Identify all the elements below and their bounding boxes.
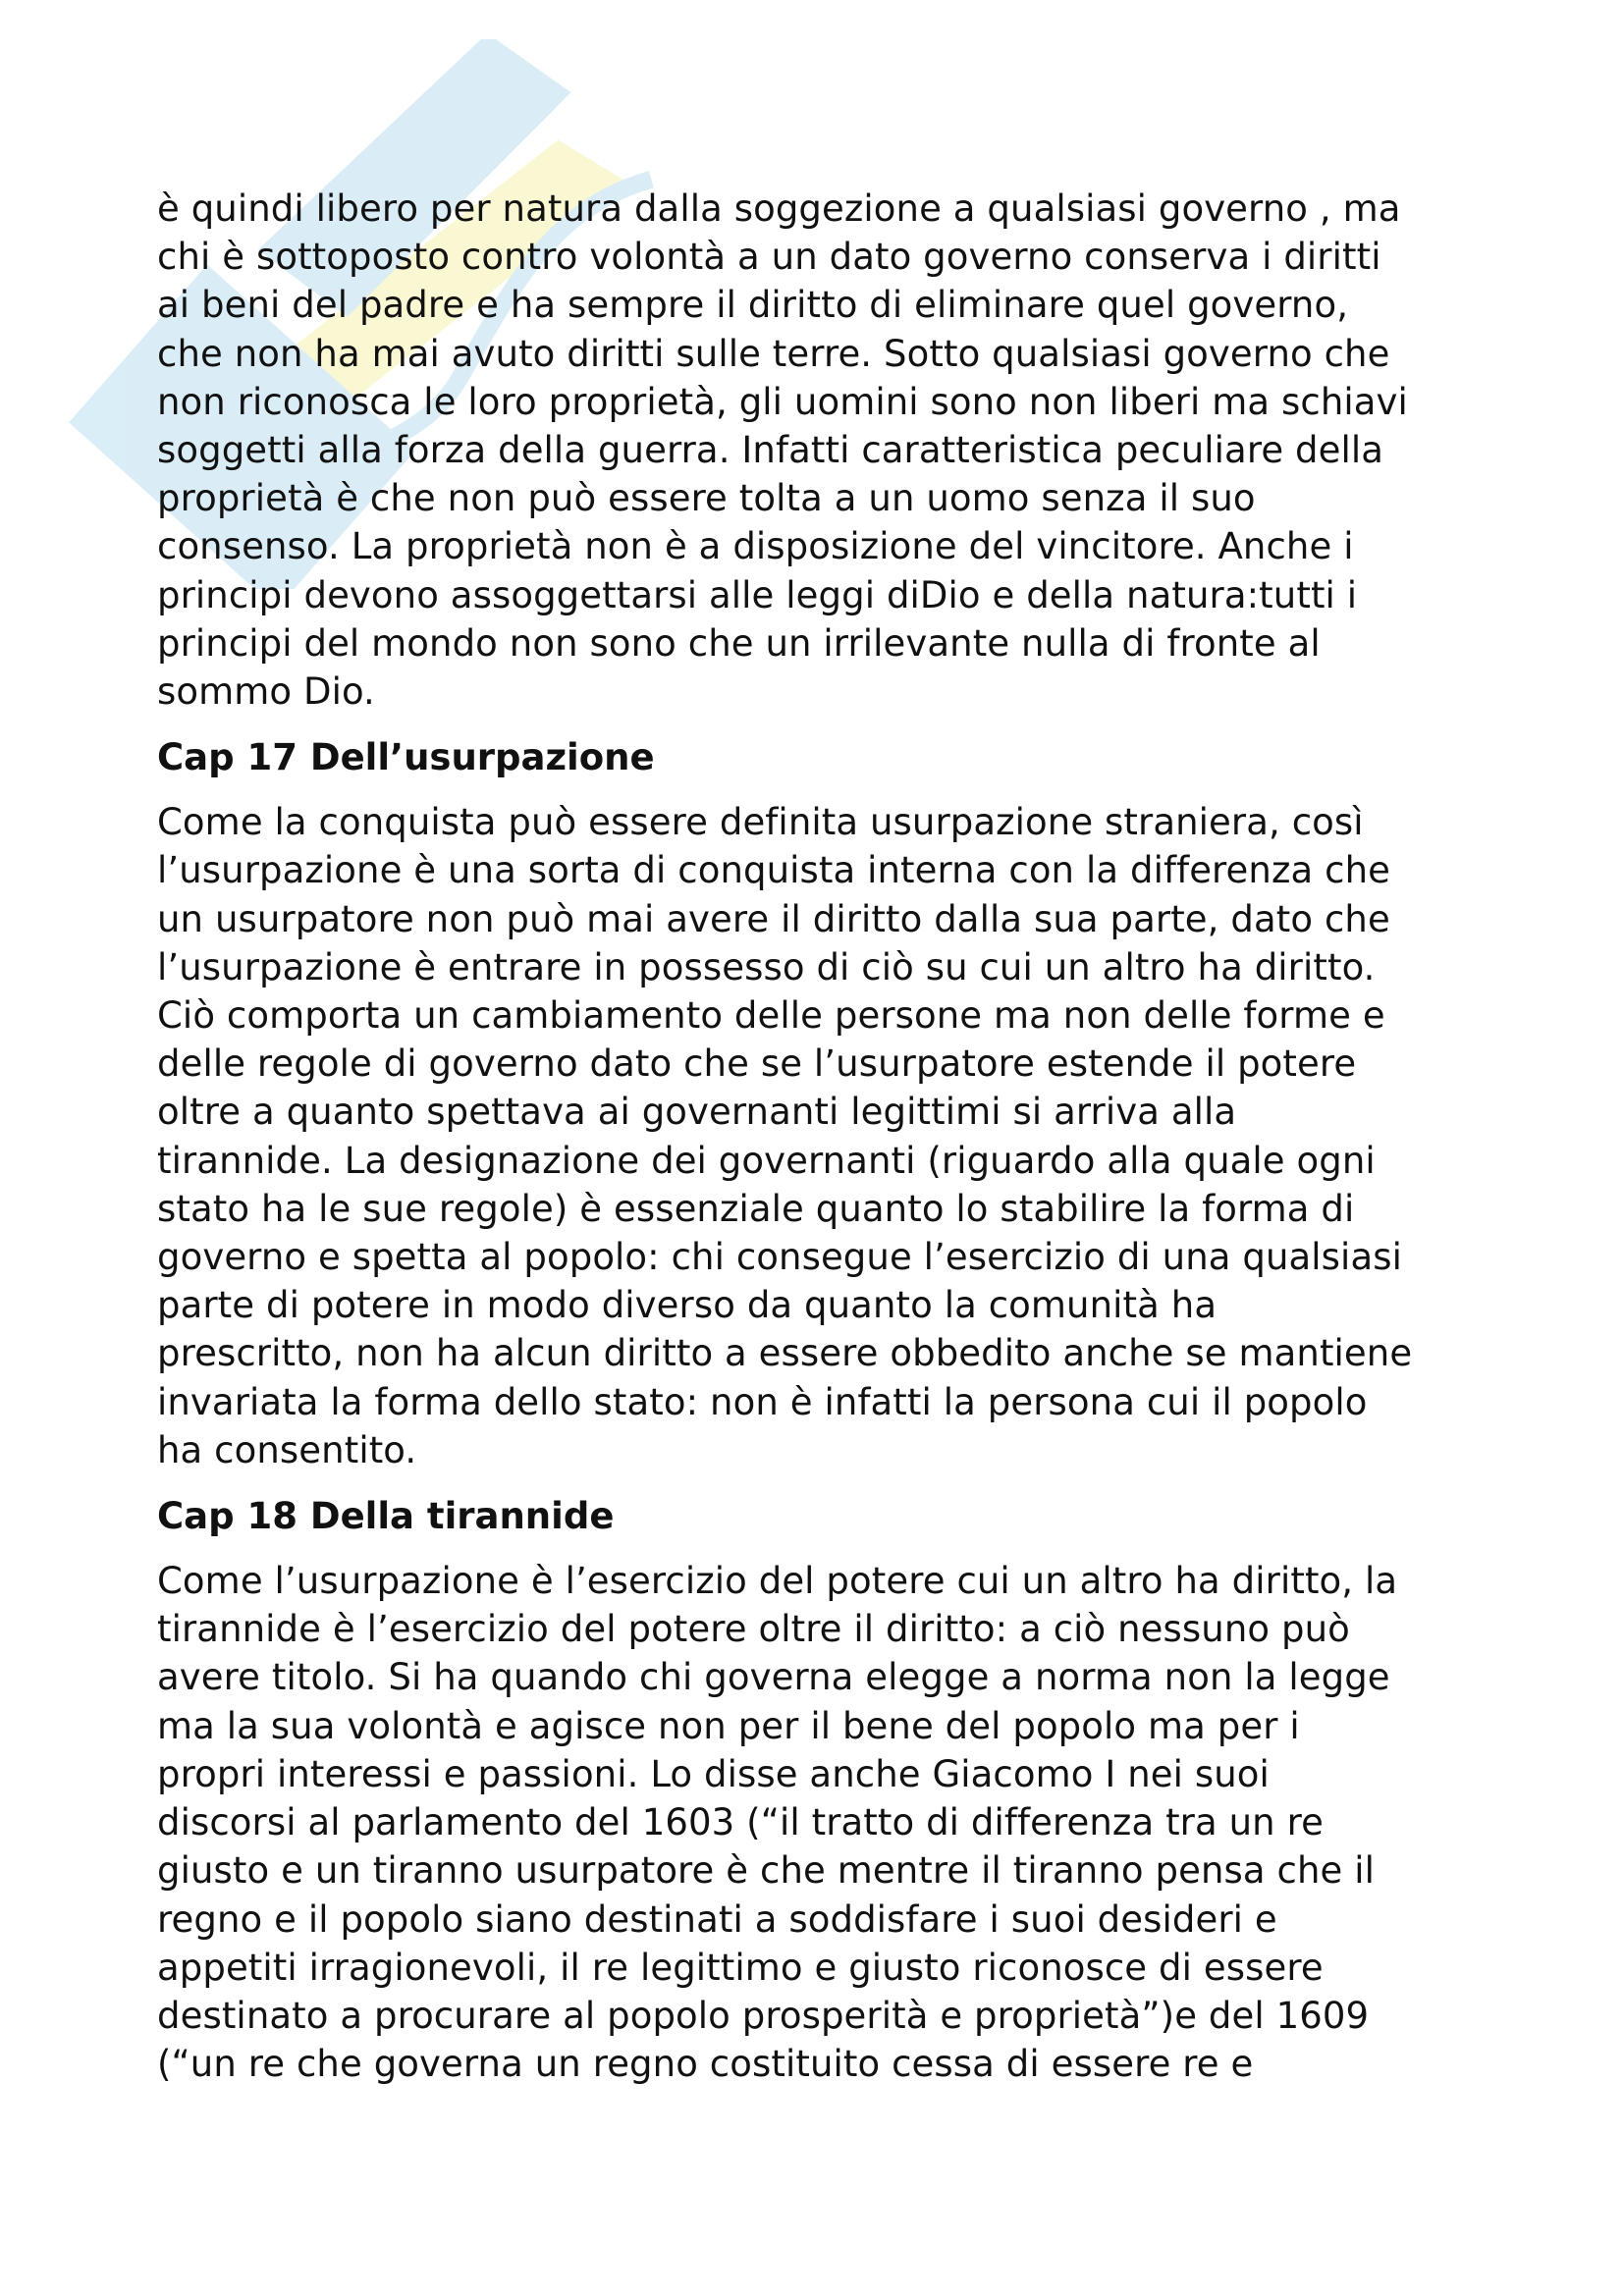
text-line: l’usurpazione è una sorta di conquista interna con la differenza che	[157, 849, 1390, 892]
text-line: ma la sua volontà e agisce non per il bene del popolo ma per i	[157, 1704, 1300, 1747]
text-line: non riconosca le loro proprietà, gli uomini sono non liberi ma schiavi	[157, 380, 1408, 423]
text-line: tirannide è l’esercizio del potere oltre il diritto: a ciò nessuno può	[157, 1608, 1350, 1651]
text-line: ha consentito.	[157, 1428, 417, 1471]
text-line: (“un re che governa un regno costituito cessa di essere re e	[157, 2043, 1254, 2086]
text-line: delle regole di governo dato che se l’usurpatore estende il potere	[157, 1042, 1357, 1086]
text-line: soggetti alla forza della guerra. Infatti caratteristica peculiare della	[157, 429, 1384, 472]
text-line: prescritto, non ha alcun diritto a essere obbedito anche se mantiene	[157, 1332, 1413, 1375]
chapter-17-paragraph	[157, 798, 1492, 1474]
text-line: parte di potere in modo diverso da quanto la comunità ha	[157, 1284, 1217, 1327]
text-line: regno e il popolo siano destinati a soddisfare i suoi desideri e	[157, 1897, 1277, 1941]
text-line: principi devono assoggettarsi alle leggi diDio e della natura:tutti i	[157, 573, 1358, 616]
text-line: propri interessi e passioni. Lo disse anche Giacomo I nei suoi	[157, 1752, 1270, 1795]
text-line: è quindi libero per natura dalla soggezione a qualsiasi governo , ma	[157, 187, 1401, 230]
text-line: discorsi al parlamento del 1603 (“il tratto di differenza tra un re	[157, 1801, 1324, 1844]
text-line: appetiti irragionevoli, il re legittimo e giusto riconosce di essere	[157, 1946, 1324, 1989]
paragraph-opening	[157, 185, 1492, 716]
chapter-18-heading: Cap 18 Della tirannide	[157, 1495, 615, 1538]
text-line: ai beni del padre e ha sempre il diritto di eliminare quel governo,	[157, 284, 1349, 327]
text-line: avere titolo. Si ha quando chi governa elegge a norma non la legge	[157, 1656, 1390, 1699]
text-line: destinato a procurare al popolo prosperità e proprietà”)e del 1609	[157, 1994, 1370, 2037]
text-line: sommo Dio.	[157, 670, 375, 714]
text-line: che non ha mai avuto diritti sulle terre. Sotto qualsiasi governo che	[157, 332, 1390, 375]
text-line: stato ha le sue regole) è essenziale quanto lo stabilire la forma di	[157, 1187, 1355, 1230]
text-line: chi è sottoposto contro volontà a un dato governo conserva i diritti	[157, 236, 1381, 279]
text-line: Come l’usurpazione è l’esercizio del potere cui un altro ha diritto, la	[157, 1560, 1398, 1603]
text-line: Come la conquista può essere definita usurpazione straniera, così	[157, 801, 1364, 844]
text-line: giusto e un tiranno usurpatore è che mentre il tiranno pensa che il	[157, 1849, 1375, 1893]
text-line: tirannide. La designazione dei governanti (riguardo alla quale ogni	[157, 1139, 1376, 1182]
text-line: principi del mondo non sono che un irrilevante nulla di fronte al	[157, 621, 1321, 665]
text-line: governo e spetta al popolo: chi consegue l’esercizio di una qualsiasi	[157, 1236, 1402, 1279]
document-page	[157, 185, 1492, 2088]
text-line: invariata la forma dello stato: non è infatti la persona cui il popolo	[157, 1380, 1368, 1423]
text-line: consenso. La proprietà non è a disposizione del vincitore. Anche i	[157, 525, 1354, 568]
text-line: oltre a quanto spettava ai governanti legittimi si arriva alla	[157, 1091, 1237, 1134]
text-line: Ciò comporta un cambiamento delle persone ma non delle forme e	[157, 994, 1385, 1038]
text-line: proprietà è che non può essere tolta a un uomo senza il suo	[157, 477, 1256, 520]
chapter-18-paragraph	[157, 1557, 1492, 2088]
text-line: un usurpatore non può mai avere il diritto dalla sua parte, dato che	[157, 897, 1390, 940]
text-line: l’usurpazione è entrare in possesso di ciò su cui un altro ha diritto.	[157, 945, 1376, 988]
chapter-17-heading: Cap 17 Dell’usurpazione	[157, 736, 655, 779]
